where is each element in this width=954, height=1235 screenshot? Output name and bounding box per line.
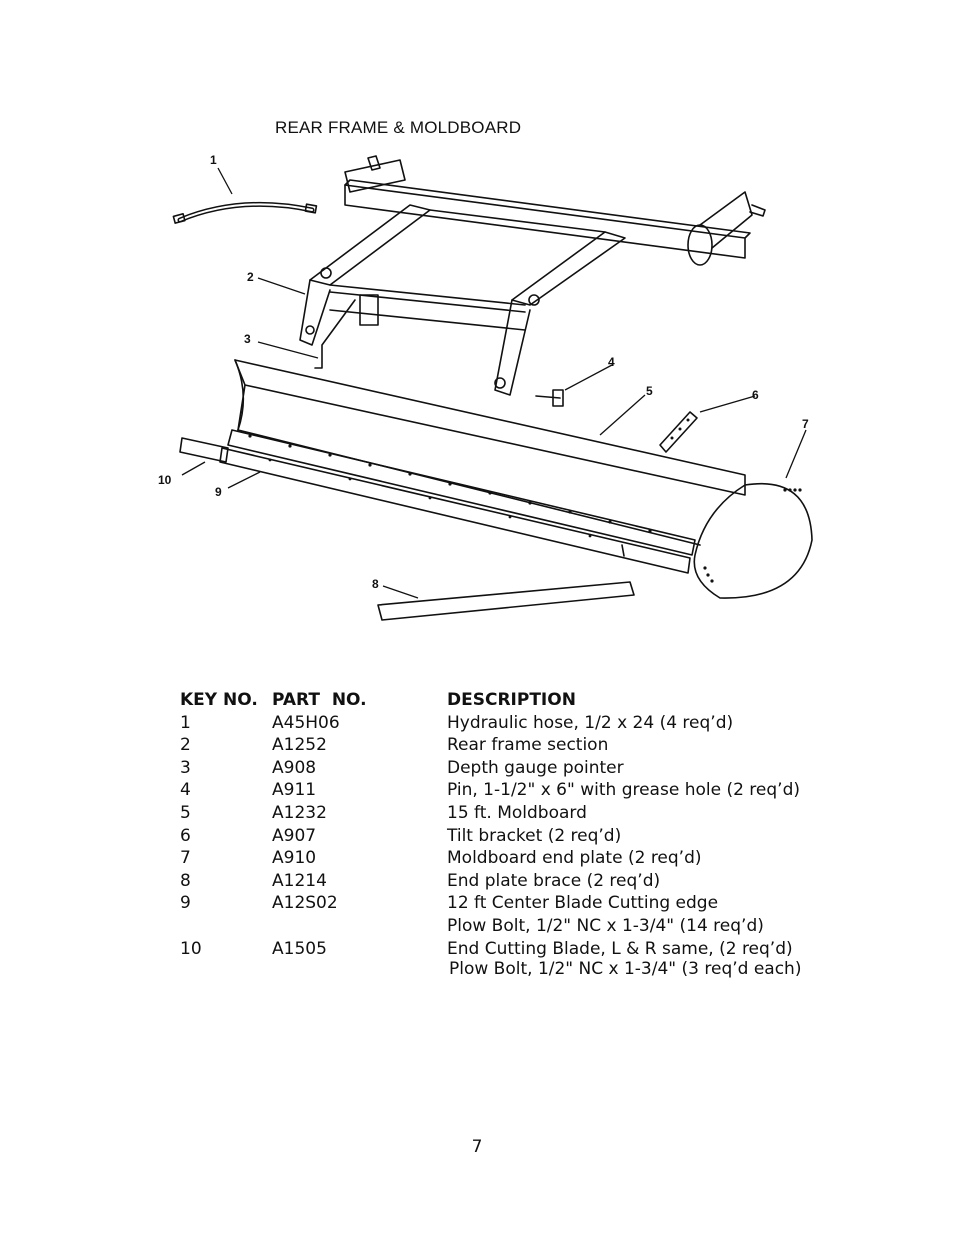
row-description: Moldboard end plate (2 req’d) (447, 848, 702, 869)
row-description: 12 ft Center Blade Cutting edge (447, 893, 719, 914)
row-part-no: A910 (272, 848, 317, 869)
table-row (180, 734, 840, 757)
pin-part (536, 390, 563, 406)
row-key-no: 6 (180, 825, 191, 846)
row-key-no: 10 (180, 938, 202, 959)
table-row (180, 915, 840, 938)
row-description: Pin, 1-1/2" x 6" with grease hole (2 req’d) (447, 780, 800, 801)
header-description: DESCRIPTION (447, 690, 576, 710)
callout-6: 6 (752, 388, 759, 402)
row-key-no: 5 (180, 802, 191, 823)
row-description: Depth gauge pointer (447, 757, 624, 778)
table-row (180, 870, 840, 893)
callout-5: 5 (646, 384, 653, 398)
row-description: End Cutting Blade, L & R same, (2 req’d) (447, 938, 793, 959)
row-description: Plow Bolt, 1/2" NC x 1-3/4" (14 req’d) (447, 915, 764, 936)
header-key-no: KEY NO. (180, 690, 258, 710)
row-key-no: 3 (180, 757, 191, 778)
header-part-no: PART NO. (272, 690, 367, 710)
row-part-no: A911 (272, 780, 317, 801)
row-description: Plow Bolt, 1/2" NC x 1-3/4" (3 req’d each) (449, 959, 802, 980)
parts-list (180, 689, 840, 978)
row-description: Tilt bracket (2 req’d) (447, 825, 622, 846)
table-row (180, 779, 840, 802)
row-part-no: A45H06 (272, 712, 340, 733)
rear-frame-moldboard-diagram (150, 140, 830, 640)
row-key-no: 2 (180, 735, 191, 756)
callout-8: 8 (372, 577, 379, 591)
row-part-no: A12S02 (272, 893, 338, 914)
row-key-no: 1 (180, 712, 191, 733)
row-part-no: A1214 (272, 870, 327, 891)
row-description: 15 ft. Moldboard (447, 802, 587, 823)
diagram-title: REAR FRAME & MOLDBOARD (275, 118, 522, 137)
hydraulic-hose-part (173, 204, 316, 223)
end-plate-brace-part (378, 582, 634, 620)
table-row (180, 892, 840, 915)
row-key-no: 7 (180, 848, 191, 869)
parts-list-header (180, 689, 840, 712)
callout-2: 2 (247, 270, 254, 284)
callout-9: 9 (215, 485, 222, 499)
table-row (180, 802, 840, 825)
row-key-no: 8 (180, 870, 191, 891)
row-part-no: A908 (272, 757, 317, 778)
row-key-no: 9 (180, 893, 191, 914)
end-cutting-blade-part (180, 438, 690, 573)
table-row (180, 960, 840, 978)
table-row (180, 847, 840, 870)
row-part-no: A1232 (272, 802, 327, 823)
tilt-bracket-part (660, 412, 697, 452)
row-part-no: A907 (272, 825, 317, 846)
callout-4: 4 (608, 355, 615, 369)
callout-1: 1 (210, 153, 217, 167)
callout-3: 3 (244, 332, 251, 346)
row-description: Hydraulic hose, 1/2 x 24 (4 req’d) (447, 712, 734, 733)
parts-list-rows (180, 712, 840, 979)
table-row (180, 712, 840, 735)
callout-10: 10 (158, 473, 172, 487)
table-row (180, 757, 840, 780)
row-part-no: A1252 (272, 735, 327, 756)
moldboard-part (235, 360, 745, 545)
row-description: End plate brace (2 req’d) (447, 870, 661, 891)
table-row (180, 938, 840, 961)
table-row (180, 825, 840, 848)
center-cutting-edge-part (228, 430, 695, 556)
row-part-no: A1505 (272, 938, 327, 959)
page-number: 7 (471, 1137, 483, 1157)
callout-7: 7 (802, 417, 809, 431)
rear-frame-part (300, 156, 765, 395)
row-description: Rear frame section (447, 735, 609, 756)
row-key-no: 4 (180, 780, 191, 801)
